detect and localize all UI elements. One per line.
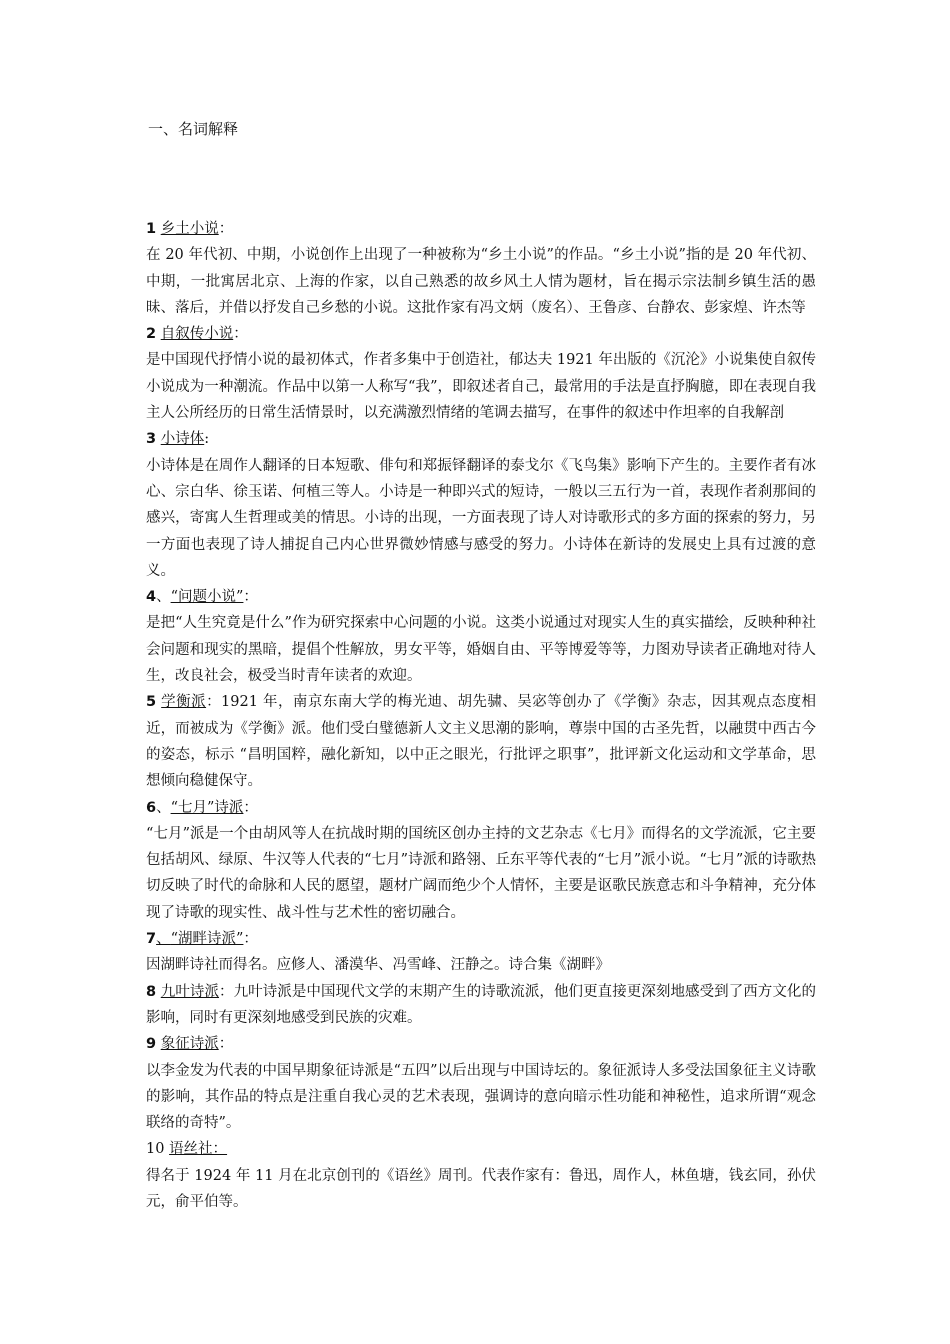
glossary-entry (146, 584, 816, 689)
entry-title (146, 426, 816, 452)
entry-title (146, 1031, 816, 1057)
glossary-entry (146, 795, 816, 926)
entry-term: 象征诗派 (160, 1036, 219, 1053)
entry-definition: 以李金发为代表的中国早期象征诗派是“五四”以后出现与中国诗坛的。象征派诗人多受法国象征主义诗歌的影响，其作品的特点是注重自我心灵的艺术表现，强调诗的意向暗示性功能和神秘性，追求所谓“观念联络的奇特”。 (146, 1062, 816, 1132)
entry-definition: 因湖畔诗社而得名。应修人、潘漠华、冯雪峰、汪静之。诗合集《湖畔》 (146, 957, 610, 974)
entry-number: 5 (146, 694, 157, 711)
entry-term: 语丝社： (169, 1141, 228, 1158)
section-heading: 一、名词解释 (148, 120, 239, 138)
entry-number: 1 (146, 221, 157, 237)
entry-colon: ： (219, 983, 234, 1000)
entry-colon: ： (243, 931, 258, 948)
entry-term: 乡土小说 (160, 221, 219, 237)
entry-title (146, 795, 816, 821)
entry-inline-paragraph (146, 689, 816, 794)
entry-term: “七月”诗派 (170, 799, 244, 816)
glossary-body (146, 216, 816, 1215)
entry-term: 九叶诗派 (160, 983, 220, 1000)
entry-title (146, 216, 816, 242)
entry-term: 学衡派 (161, 694, 207, 711)
entry-definition: 得名于 1924 年 11 月在北京创刊的《语丝》周刊。代表作家有：鲁迅，周作人，林鱼塘，钱玄同，孙伏元，俞平伯等。 (146, 1167, 816, 1210)
entry-number: 6 (146, 799, 157, 816)
entry-number: 2 (146, 326, 157, 343)
entry-title (146, 1136, 816, 1162)
glossary-entry (146, 426, 816, 584)
entry-number: 10 (146, 1141, 165, 1158)
entry-term: 小诗体 (160, 431, 205, 448)
glossary-entry (146, 1031, 816, 1136)
entry-number: 9 (146, 1036, 157, 1053)
entry-definition: 小诗体是在周作人翻译的日本短歌、俳句和郑振铎翻译的泰戈尔《飞鸟集》影响下产生的。主要作者有冰心、宗白华、徐玉诺、何植三等人。小诗是一种即兴式的短诗，一般以三五行为一首，表现作者刹那间的感兴，寄寓人生哲理或美的情思。小诗的出现，一方面表现了诗人对诗歌形式的多方面的探索的努力，另一方面也表现了诗人捕捉自己内心世界微妙情感与感受的努力。小诗体在新诗的发展史上具有过渡的意义。 (146, 457, 816, 579)
glossary-entry (146, 321, 816, 426)
entry-term: 自叙传小说 (160, 326, 234, 343)
entry-colon: ： (218, 221, 234, 237)
glossary-entry (146, 926, 816, 979)
entry-colon: ： (218, 1036, 234, 1053)
entry-term: “问题小说” (170, 589, 244, 606)
glossary-entry (146, 979, 816, 1032)
entry-separator: 、 (156, 589, 171, 606)
entry-definition: “七月”派是一个由胡风等人在抗战时期的国统区创办主持的文艺杂志《七月》而得名的文学流派，它主要包括胡风、绿原、牛汉等人代表的“七月”诗派和路翎、丘东平等代表的“七月”派小说。“七月”派的诗歌热切反映了时代的命脉和人民的愿望，题材广阔而绝少个人情怀，主要是讴歌民族意志和斗争精神，充分体现了诗歌的现实性、战斗性与艺术性的密切融合。 (146, 825, 816, 921)
entry-number: 8 (146, 983, 157, 1000)
entry-colon: ： (233, 326, 248, 343)
entry-definition: 在 20 年代初、中期，小说创作上出现了一种被称为“乡土小说”的作品。“乡土小说”指的是 20 年代初、中期，一批寓居北京、上海的作家，以自己熟悉的故乡风土人情为题材，旨在揭示宗法制乡镇生活的愚昧、落后，并借以抒发自己乡愁的小说。这批作家有冯文炳（废名）、王鲁彦、台静农、彭家煌、许杰等 (146, 247, 816, 316)
entry-separator: 、 (156, 799, 171, 816)
entry-term: “湖畔诗派” (170, 931, 244, 948)
entry-colon: ： (243, 799, 258, 816)
entry-number: 4 (146, 589, 157, 606)
glossary-entry (146, 1136, 816, 1215)
entry-inline-paragraph (146, 979, 816, 1032)
entry-definition: 是把“人生究竟是什么”作为研究探索中心问题的小说。这类小说通过对现实人生的真实描绘，反映种种社会问题和现实的黑暗，提倡个性解放，男女平等，婚姻自由、平等博爱等等，力图劝导读者正确地对待人生，改良社会，极受当时青年读者的欢迎。 (146, 615, 816, 685)
entry-number: 7 (146, 931, 157, 948)
entry-title (146, 584, 816, 610)
entry-title (146, 321, 816, 347)
entry-number: 3 (146, 431, 157, 448)
entry-separator: 、 (156, 931, 171, 948)
entry-definition: 九叶诗派是中国现代文学的末期产生的诗歌流派，他们更直接更深刻地感受到了西方文化的影响，同时有更深刻地感受到民族的灾难。 (146, 983, 816, 1026)
entry-colon: ： (206, 694, 222, 711)
glossary-entry (146, 216, 816, 321)
entry-title (146, 926, 816, 952)
glossary-entry (146, 689, 816, 794)
entry-colon: : (204, 431, 210, 448)
entry-definition: 是中国现代抒情小说的最初体式，作者多集中于创造社，郁达夫 1921 年出版的《沉沦》小说集使自叙传小说成为一种潮流。作品中以第一人称写“我”，即叙述者自己，最常用的手法是直抒胸臆，即在表现自我主人公所经历的日常生活情景时，以充满激烈情绪的笔调去描写，在事件的叙述中作坦率的自我解剖 (146, 352, 816, 422)
entry-colon: ： (243, 589, 258, 606)
entry-definition: 1921 年，南京东南大学的梅光迪、胡先骕、吴宓等创办了《学衡》杂志，因其观点态度相近，而被成为《学衡》派。他们受白璧德新人文主义思潮的影响，尊崇中国的古圣先哲，以融贯中西古今的姿态，标示 “昌明国粹，融化新知，以中正之眼光，行批评之职事”，批评新文化运动和文学革命，思想倾向稳健保守。 (146, 694, 817, 790)
